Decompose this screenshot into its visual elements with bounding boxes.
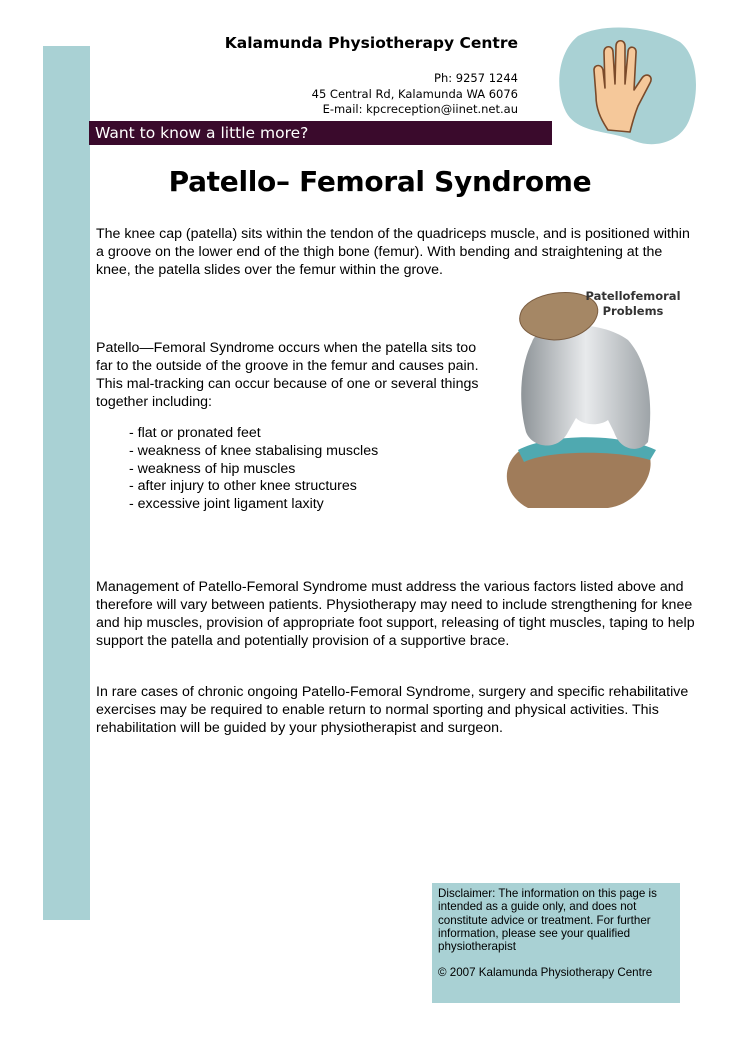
intro-paragraph: The knee cap (patella) sits within the tendon of the quadriceps muscle, and is positioned within a groove on the lower end of the thigh bone (femur). With bending and straightening at the knee, the patella slides over the femur within the grove. (96, 226, 690, 278)
list-item: - weakness of hip muscles (129, 460, 296, 477)
page-title: Patello– Femoral Syndrome (168, 165, 592, 198)
section-banner: Want to know a little more? (89, 121, 552, 145)
chronic-paragraph: In rare cases of chronic ongoing Patello-Femoral Syndrome, surgery and specific rehabilitative exercises may be required to enable return to normal sporting and physical activities. This rehabilitation will be guided by your physiotherapist and surgeon. (96, 684, 689, 736)
email: E-mail: kpcreception@iinet.net.au (322, 102, 518, 116)
illustration-label-1: Patellofemoral (585, 289, 681, 303)
list-item: - flat or pronated feet (129, 425, 261, 441)
contact-block (200, 71, 518, 118)
copyright: © 2007 Kalamunda Physiotherapy Centre (438, 966, 653, 980)
clinic-name: Kalamunda Physiotherapy Centre (224, 34, 518, 52)
list-item: - excessive joint ligament laxity (129, 496, 324, 513)
disclaimer-text: Disclaimer: The information on this page is intended as a guide only, and does not constitute advice or treatment. For further information, please see your qualified physiotherapist (438, 887, 657, 954)
disclaimer-box (432, 883, 680, 1003)
knee-illustration (488, 282, 688, 510)
list-item: - after injury to other knee structures (129, 478, 357, 495)
illustration-label-2: Problems (602, 304, 664, 318)
definition-paragraph: Patello—Femoral Syndrome occurs when the patella sits too far to the outside of the groove in the femur and causes pain. This mal-tracking can occur because of one or several things together including: (96, 340, 479, 410)
list-item: - weakness of knee stabalising muscles (129, 442, 379, 459)
causes-list (129, 425, 378, 514)
hand-logo-icon (558, 22, 698, 150)
address: 45 Central Rd, Kalamunda WA 6076 (311, 86, 518, 101)
management-paragraph: Management of Patello-Femoral Syndrome must address the various factors listed above and therefore will vary between patients. Physiotherapy may need to include strengthening for knee and hip muscles, provision of appropriate foot support, releasing of tight muscles, taping to help support the patella and potentially provision of a supportive brace. (96, 579, 695, 649)
side-accent-bar (43, 46, 90, 920)
phone: Ph: 9257 1244 (434, 71, 518, 85)
